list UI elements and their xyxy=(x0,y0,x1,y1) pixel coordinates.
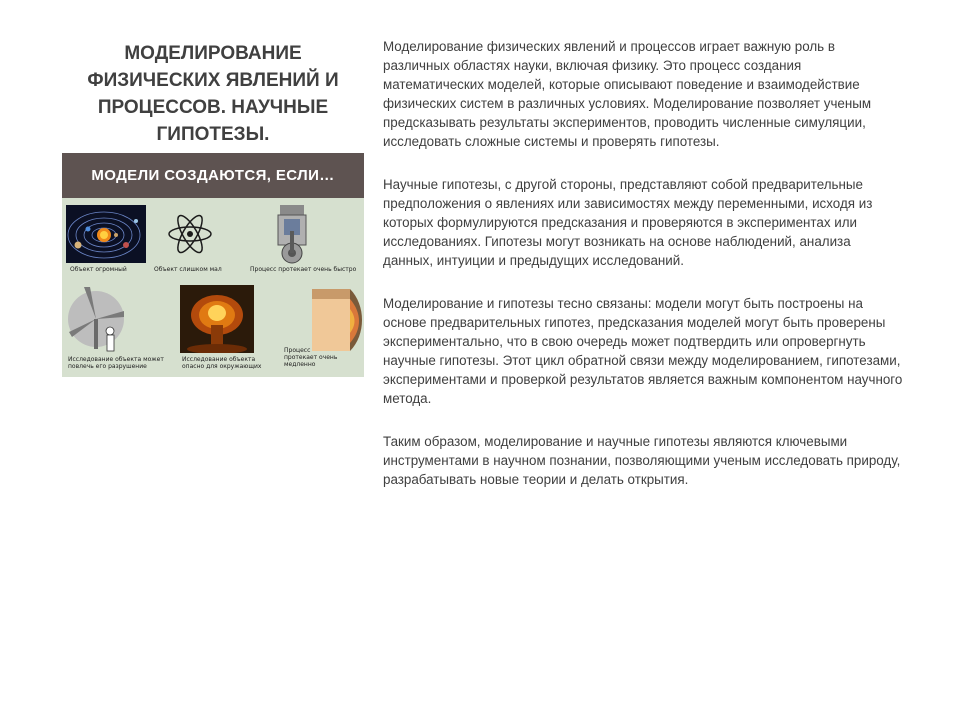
explosion-icon xyxy=(180,285,254,353)
body-text xyxy=(383,37,903,513)
slide-title: МОДЕЛИРОВАНИЕ ФИЗИЧЕСКИХ ЯВЛЕНИЙ И ПРОЦЕССОВ. НАУЧНЫЕ ГИПОТЕЗЫ. xyxy=(87,43,339,145)
engine-icon xyxy=(274,203,310,267)
paragraph-4: Таким образом, моделирование и научные гипотезы являются ключевыми инструментами в научном познании, позволяющими ученым исследовать природу, разрабатывать новые теории и делать открытия. xyxy=(383,434,901,487)
windmill-icon xyxy=(66,283,128,353)
paragraph-1: Моделирование физических явлений и процессов играет важную роль в различных областях науки, включая физику. Это процесс создания математических моделей, которые описывают поведение и взаимодействие физических систем в различных условиях. Моделирование позволяет ученым предсказывать результаты экспериментов, проводить численные симуляции, исследовать сложные системы и проверять гипотезы. xyxy=(383,39,872,149)
atom-icon xyxy=(166,209,214,259)
caption-atom: Объект слишком мал xyxy=(154,266,222,273)
caption-windmill: Исследование объекта может повлечь его разрушение xyxy=(68,356,164,370)
illustration-header: МОДЕЛИ СОЗДАЮТСЯ, ЕСЛИ… xyxy=(62,153,364,198)
solar-system-icon xyxy=(66,205,146,263)
earth-layers-icon xyxy=(310,285,362,355)
caption-explosion: Исследование объекта опасно для окружающих xyxy=(182,356,262,370)
caption-geology: Процесс протекает очень медленно xyxy=(284,347,338,368)
caption-engine: Процесс протекает очень быстро xyxy=(250,266,357,273)
caption-solar: Объект огромный xyxy=(70,266,127,273)
paragraph-2: Научные гипотезы, с другой стороны, представляют собой предварительные предположения о явлениях или зависимостях между переменными, исходя из которых формулируются предсказания и проверяются в экспериментах или исследованиях. Гипотезы могут возникать на основе наблюдений, анализа данных, интуиции и предыдущих исследований. xyxy=(383,177,873,268)
models-illustration xyxy=(62,153,364,377)
paragraph-3: Моделирование и гипотезы тесно связаны: модели могут быть построены на основе предварительных гипотез, предсказания моделей могут быть проверены экспериментально, что в свою очередь может подтвердить или опровергнуть научные гипотезы. Этот цикл обратной связи между моделированием, гипотезами, экспериментами и проверкой результатов является важным компонентом научного метода. xyxy=(383,296,903,406)
